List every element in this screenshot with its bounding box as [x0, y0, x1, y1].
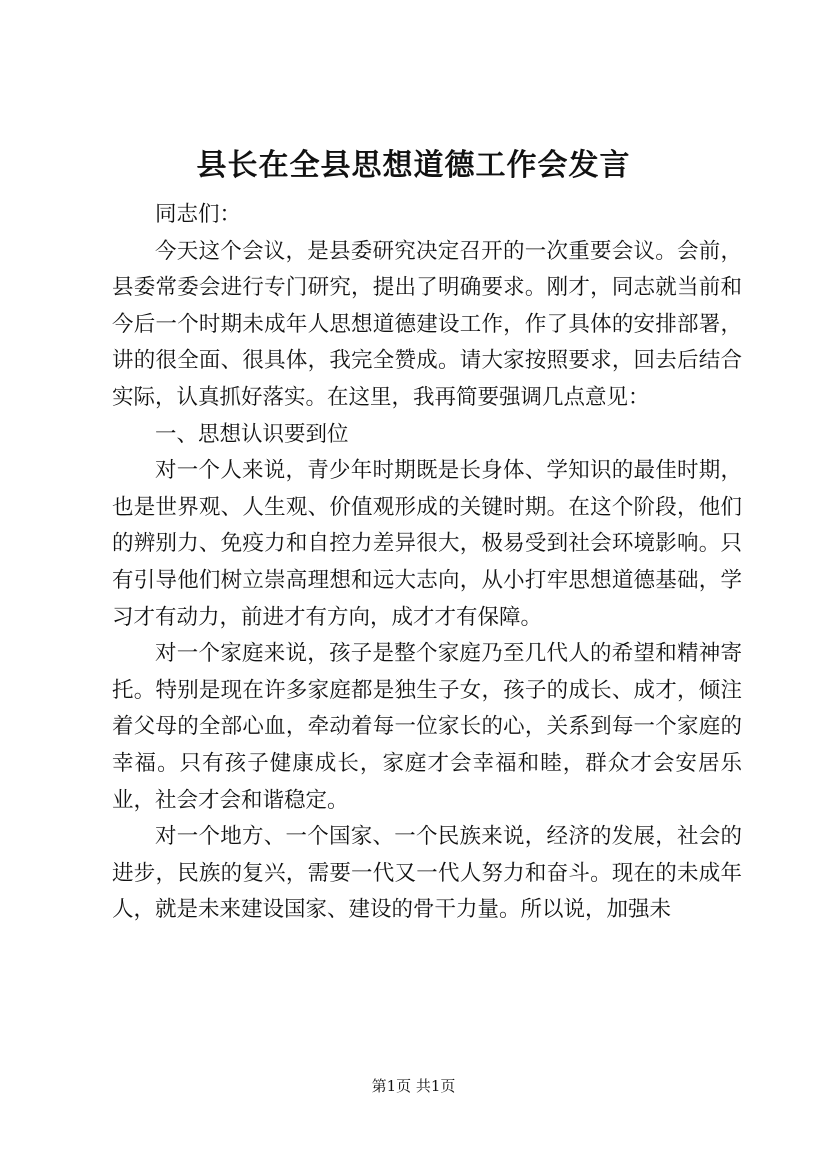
- paragraph-intro: 今天这个会议，是县委研究决定召开的一次重要会议。会前，县委常委会进行专门研究，提出了明确要求。刚才，同志就当前和今后一个时期未成年人思想道德建设工作，作了具体的安排部署，讲的很全面、很具体，我完全赞成。请大家按照要求，回去后结合实际，认真抓好落实。在这里，我再简要强调几点意见：: [112, 238, 742, 410]
- paragraph-individual: 对一个人来说，青少年时期既是长身体、学知识的最佳时期，也是世界观、人生观、价值观形成的关键时期。在这个阶段，他们的辨别力、免疫力和自控力差异很大，极易受到社会环境影响。只有引导他们树立崇高理想和远大志向，从小打牢思想道德基础，学习才有动力，前进才有方向，成才才有保障。: [112, 458, 742, 630]
- paragraph-nation: 对一个地方、一个国家、一个民族来说，经济的发展，社会的进步，民族的复兴，需要一代又一代人努力和奋斗。现在的未成年人，就是未来建设国家、建设的骨干力量。所以说，加强未: [112, 824, 742, 923]
- page-footer: 第1页 共1页: [371, 1077, 456, 1095]
- paragraph-family: 对一个家庭来说，孩子是整个家庭乃至几代人的希望和精神寄托。特别是现在许多家庭都是独生子女，孩子的成长、成才，倾注着父母的全部心血，牵动着每一位家长的心，关系到每一个家庭的幸福。只有孩子健康成长，家庭才会幸福和睦，群众才会安居乐业，社会才会和谐稳定。: [112, 641, 742, 813]
- salutation: 同志们：: [155, 202, 242, 227]
- section-heading: 一、思想认识要到位: [155, 421, 349, 447]
- document-body: [112, 197, 742, 929]
- document-title: 县长在全县思想道德工作会发言: [196, 148, 631, 183]
